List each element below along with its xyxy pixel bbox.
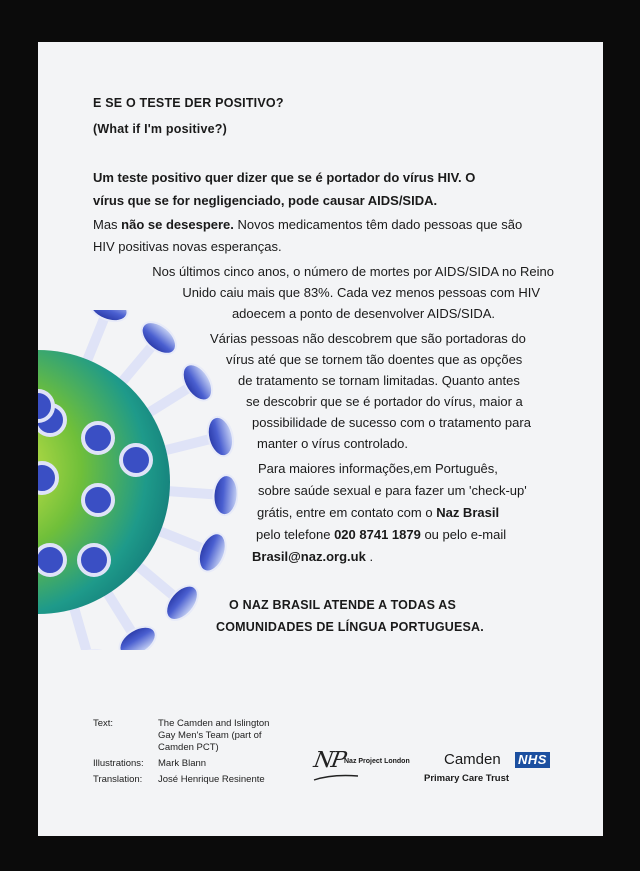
- email-address: Brasil@naz.org.uk: [252, 549, 366, 564]
- naz-mark: NP: [311, 748, 347, 773]
- paragraph-2: Nos últimos cinco anos, o número de mortes por AIDS/SIDA no Reino Unido caiu mais que 83%. Cada vez menos pessoas com HIV adoecem a ponto de desenvolver AIDS/SIDA.: [152, 264, 554, 321]
- paragraph-3: Várias pessoas não descobrem que são portadoras do vírus até que se tornem tão doentes que as opções de tratamento se tornam limitadas. Quanto antes se descobrir que se é portador do vírus, maior a possibilidade de sucesso com o tratamento para manter o vírus controlado.: [210, 331, 531, 451]
- credits: [93, 718, 293, 788]
- paragraph-4: Para maiores informações,em Português, sobre saúde sexual e para fazer um 'check-up' grátis, entre em contato com o Naz Brasil pelo telefone 020 8741 1879 ou pelo e-mail Brasil@naz.org.uk .: [252, 461, 527, 564]
- credit-value: Mark Blann: [158, 758, 207, 769]
- credit-label: Translation:: [93, 774, 143, 785]
- spike-cap: [212, 474, 238, 516]
- virus-pod: [38, 463, 57, 493]
- org-name: Naz Brasil: [436, 505, 500, 520]
- credit-label: Text:: [93, 718, 114, 729]
- spike-cap: [114, 621, 161, 650]
- emphasis: não se desespere.: [121, 217, 234, 232]
- virus-pod: [79, 545, 109, 575]
- spike-cap: [194, 529, 231, 575]
- primary-care-trust-text: Primary Care Trust: [424, 773, 510, 784]
- closing-statement: O NAZ BRASIL ATENDE A TODAS AS COMUNIDADES DE LÍNGUA PORTUGUESA.: [216, 598, 484, 634]
- phone-number: 020 8741 1879: [334, 527, 421, 542]
- virus-pod: [83, 423, 113, 453]
- virus-pod: [38, 545, 65, 575]
- camden-logo-text: Camden: [444, 751, 501, 768]
- paragraph-1: Mas não se desespere. Novos medicamentos têm dado pessoas que são HIV positivas novas esperanças.: [93, 217, 523, 254]
- virus-pod: [38, 391, 53, 421]
- nhs-logo: NHS: [515, 752, 550, 768]
- lead-line: Um teste positivo quer dizer que se é portador do vírus HIV. O: [93, 170, 476, 185]
- heading: E SE O TESTE DER POSITIVO?: [93, 96, 284, 110]
- lead-paragraph: [93, 166, 475, 212]
- lead-line: vírus que se for negligenciado, pode causar AIDS/SIDA.: [93, 193, 438, 208]
- credit-value: The Camden and Islington Gay Men's Team (part of Camden PCT): [158, 718, 270, 753]
- leaflet-page: [38, 42, 603, 836]
- naz-logo-text: Naz Project London: [344, 758, 410, 765]
- naz-project-logo: [312, 748, 422, 788]
- spike-cap: [85, 310, 131, 326]
- subheading: (What if I'm positive?): [93, 122, 227, 136]
- virus-pod: [83, 485, 113, 515]
- credit-label: Illustrations:: [93, 758, 144, 769]
- naz-swoosh-icon: [312, 770, 362, 784]
- credit-value: José Henrique Resinente: [158, 774, 265, 785]
- virus-pod: [121, 445, 151, 475]
- virus-illustration: [38, 310, 238, 650]
